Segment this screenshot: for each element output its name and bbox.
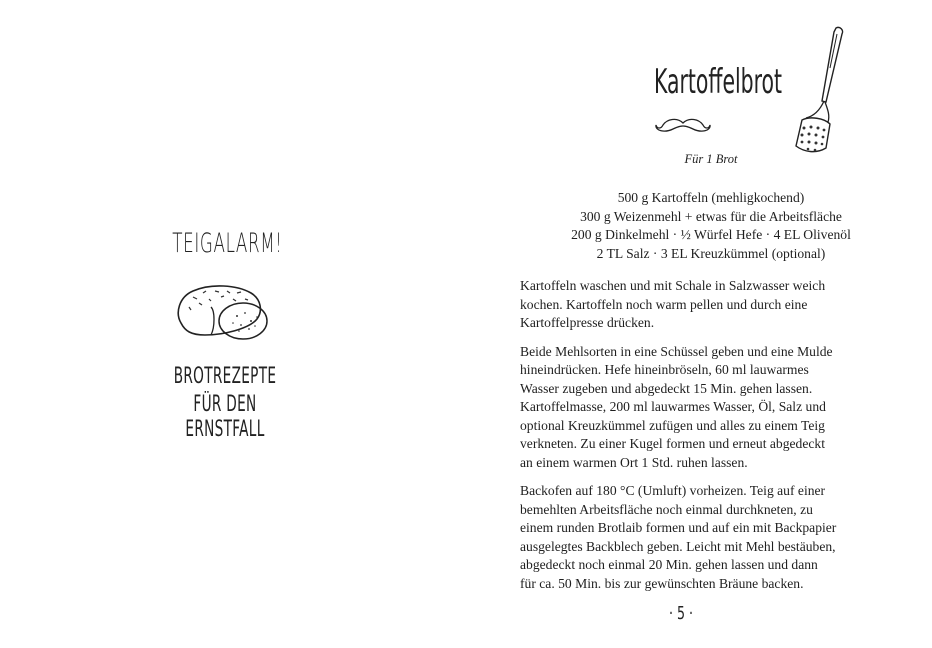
mustache-icon [655,115,711,135]
chapter-subtitle-line1: BROTREZEPTE [173,364,277,389]
instruction-paragraph: Backofen auf 180 °C (Umluft) vorheizen. Teig auf einer bemehlten Arbeitsfläche noch einmal durchkneten, zu einem runden Brotlaib formen und auf ein mit Backpapier ausgelegtes Backblech geben. Leicht mit Mehl bestäuben, abgedeckt noch einmal 20 Min. gehen lassen und dann für ca. 50 Min. bis zur gewünschten Bräune backen. [520,483,837,591]
chapter-title: TEIGALARM! [172,228,283,259]
instruction-paragraph: Kartoffeln waschen und mit Schale in Salzwasser weich kochen. Kartoffeln noch warm pellen und durch eine Kartoffelpresse drücken. [520,278,826,330]
ingredient-line: 2 TL Salz · 3 EL Kreuzkümmel (optional) [596,245,826,261]
serves-note: Für 1 Brot [684,152,738,166]
recipe-title: Kartoffelbrot [654,62,783,102]
bread-loaf-icon [171,283,275,343]
ingredient-line: 300 g Weizenmehl + etwas für die Arbeitsfläche [580,208,842,224]
ingredient-line: 500 g Kartoffeln (mehligkochend) [617,190,805,205]
ingredient-line: 200 g Dinkelmehl · ½ Würfel Hefe · 4 EL Olivenöl [571,227,851,242]
instructions [520,277,880,603]
potato-masher-icon [790,24,850,164]
chapter-subtitle-line2: FÜR DEN ERNSTFALL [185,392,265,442]
instruction-paragraph: Beide Mehlsorten in eine Schüssel geben und eine Mulde hineindrücken. Hefe hineinbröseln, 60 ml lauwarmes Wasser zugeben und abgedeckt 15 Min. gehen lassen. Kartoffelmasse, 200 ml lauwarmes Wasser, Öl, Salz und optional Kreuzkümmel zufügen und alles zu einem Teig verkneten. Zu einer Kugel formen und erneut abgedeckt an einem warmen Ort 1 Std. ruhen lassen. [520,343,833,470]
page-number: · 5 · [668,603,694,624]
right-page [466,0,932,648]
ingredients-list [496,189,926,263]
